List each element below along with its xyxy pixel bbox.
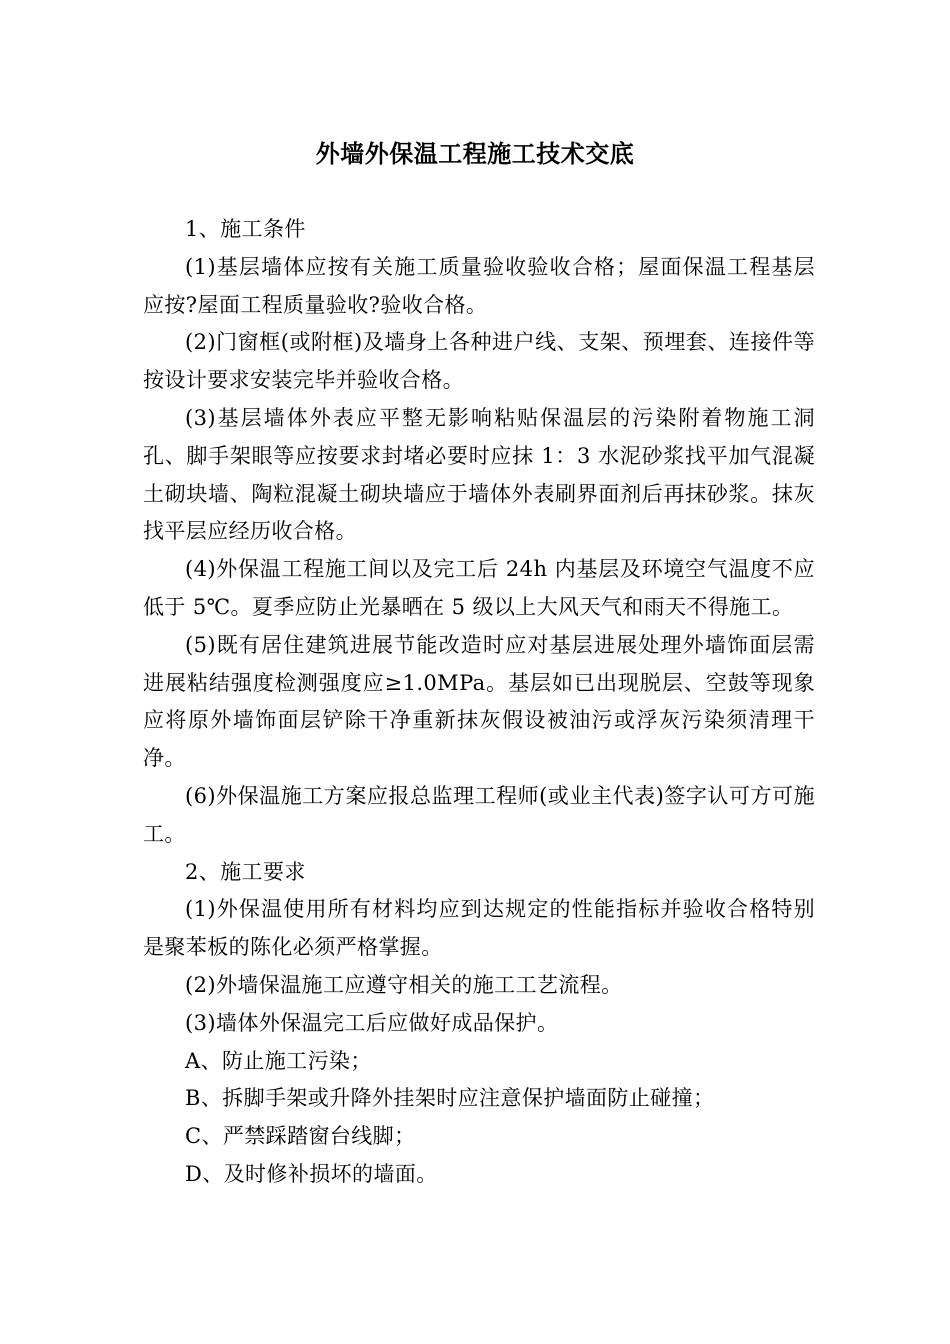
- section-heading-requirements: 2、施工要求: [185, 859, 306, 884]
- list-item: C、严禁踩踏窗台线脚；: [185, 1124, 416, 1149]
- paragraph: (2)门窗框(或附框)及墙身上各种进户线、支架、预埋套、连接件等按设计要求安装完毕并验收合格。: [143, 330, 815, 393]
- list-item: B、拆脚手架或升降外挂架时应注意保护墙面防止碰撞；: [185, 1086, 715, 1111]
- list-item: A、防止施工污染；: [185, 1048, 372, 1073]
- paragraph: (6)外保温施工方案应报总监理工程师(或业主代表)签字认可方可施工。: [143, 783, 815, 846]
- document-body: [143, 211, 815, 1194]
- paragraph: (1)外保温使用所有材料均应到达规定的性能指标并验收合格特别是聚苯板的陈化必须严格掌握。: [143, 897, 815, 960]
- paragraph: (4)外保温工程施工间以及完工后 24h 内基层及环境空气温度不应低于 5℃。夏季应防止光暴晒在 5 级以上大风天气和雨天不得施工。: [143, 557, 815, 619]
- paragraph: (3)基层墙体外表应平整无影响粘贴保温层的污染附着物施工洞孔、脚手架眼等应按要求封堵必要时应抹 1：3 水泥砂浆找平加气混凝土砌块墙、陶粒混凝土砌块墙应于墙体外表刷界面剂后再抹砂浆。抹灰找平层应经历收合格。: [143, 405, 815, 544]
- paragraph: (3)墙体外保温完工后应做好成品保护。: [185, 1010, 559, 1035]
- paragraph: (2)外墙保温施工应遵守相关的施工工艺流程。: [185, 972, 623, 997]
- list-item: D、及时修补损坏的墙面。: [185, 1161, 438, 1186]
- paragraph: (1)基层墙体应按有关施工质量验收验收合格；屋面保温工程基层应按?屋面工程质量验收?验收合格。: [143, 254, 815, 317]
- paragraph: (5)既有居住建筑进展节能改造时应对基层进展处理外墙饰面层需进展粘结强度检测强度应≥1.0MPa。基层如已出现脱层、空鼓等现象应将原外墙饰面层铲除干净重新抹灰假设被油污或浮灰污染须清理干净。: [143, 632, 815, 771]
- document-title: 外墙外保温工程施工技术交底: [315, 139, 635, 168]
- section-heading-conditions: 1、施工条件: [185, 217, 306, 241]
